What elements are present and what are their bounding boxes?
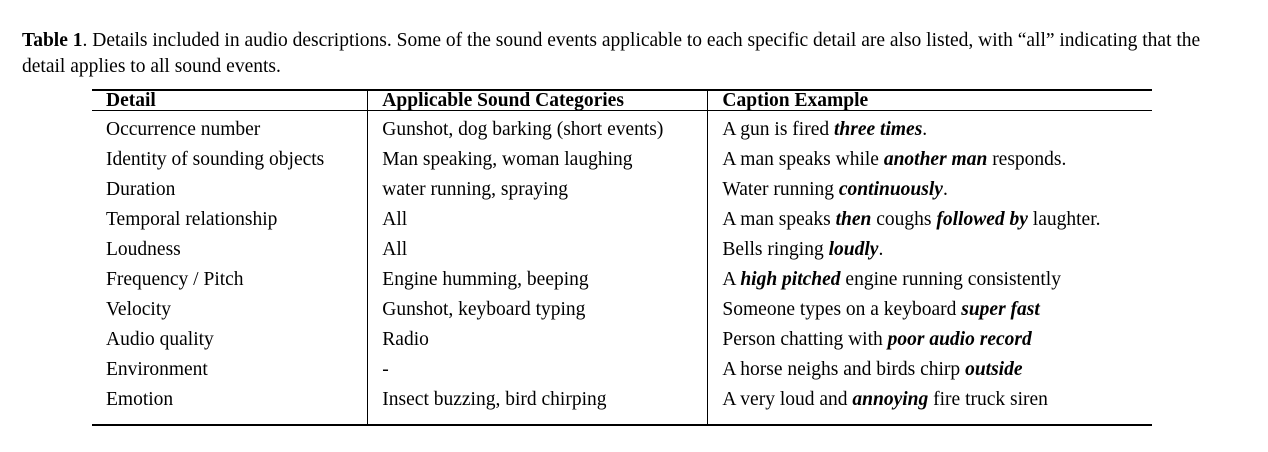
example-emphasis: super fast	[961, 299, 1040, 321]
example-text-pre: Someone types on a keyboard	[722, 299, 962, 321]
example-emphasis: high pitched	[740, 269, 841, 291]
table-bottom-rule	[92, 424, 1152, 425]
bottom-rule-cell-2	[368, 424, 708, 425]
cell-example	[708, 328, 1152, 358]
cell-example	[708, 178, 1152, 208]
example-emphasis: poor audio record	[887, 329, 1032, 351]
example-emphasis: outside	[965, 359, 1023, 381]
column-header-categories: Applicable Sound Categories	[368, 90, 708, 111]
cell-example	[708, 148, 1152, 178]
example-text-post: laughter.	[1027, 209, 1101, 231]
example-text-post: .	[942, 179, 948, 201]
example-text-pre: A man speaks while	[722, 149, 884, 171]
cell-categories: Gunshot, keyboard typing	[368, 298, 708, 328]
table-caption-text: . Details included in audio descriptions. Some of the sound events applicable to each specific detail are also listed, with “all” indicating that the detail applies to all sound events.	[22, 30, 1201, 77]
cell-categories: Man speaking, woman laughing	[368, 148, 708, 178]
cell-categories: -	[368, 358, 708, 388]
cell-example	[708, 238, 1152, 268]
cell-categories: Engine humming, beeping	[368, 268, 708, 298]
cell-categories: Radio	[368, 328, 708, 358]
example-emphasis-2: followed by	[936, 209, 1028, 231]
example-text-pre: Person chatting with	[722, 329, 888, 351]
example-text-post: .	[922, 119, 928, 141]
column-header-example: Caption Example	[708, 90, 1152, 111]
table-row	[92, 328, 1152, 358]
cell-detail: Velocity	[106, 299, 171, 321]
cell-detail: Audio quality	[106, 329, 214, 351]
cell-detail: Temporal relationship	[106, 209, 278, 231]
cell-example	[708, 298, 1152, 328]
bottom-rule-cell-1	[92, 424, 368, 425]
cell-example	[708, 358, 1152, 388]
example-text-post: engine running consistently	[840, 269, 1061, 291]
table-row	[92, 148, 1152, 178]
table-row	[92, 388, 1152, 424]
cell-categories: All	[368, 208, 708, 238]
example-text-post: fire truck siren	[928, 389, 1048, 411]
example-text-pre: A gun is fired	[722, 119, 834, 141]
example-emphasis: loudly	[828, 239, 879, 261]
example-emphasis: continuously	[838, 179, 943, 201]
table-row	[92, 298, 1152, 328]
column-header-detail: Detail	[106, 89, 156, 111]
cell-detail: Duration	[106, 179, 176, 201]
example-text-post: responds.	[987, 149, 1067, 171]
table-row	[92, 178, 1152, 208]
cell-example	[708, 268, 1152, 298]
table-body	[92, 111, 1152, 426]
cell-detail: Identity of sounding objects	[106, 149, 325, 171]
cell-categories: Insect buzzing, bird chirping	[368, 388, 708, 424]
table-row	[92, 268, 1152, 298]
example-emphasis: three times	[834, 119, 923, 141]
cell-example	[708, 111, 1152, 149]
cell-detail: Occurrence number	[106, 119, 261, 141]
cell-detail: Environment	[106, 359, 208, 381]
example-emphasis: annoying	[852, 389, 929, 411]
bottom-rule-cell-3	[708, 424, 1152, 425]
table-head	[92, 90, 1152, 111]
example-text-mid: coughs	[871, 209, 937, 231]
example-emphasis: another man	[883, 149, 988, 171]
table-row	[92, 111, 1152, 149]
example-text-pre: Water running	[722, 179, 839, 201]
cell-detail: Emotion	[106, 389, 174, 411]
example-text-pre: A very loud and	[722, 389, 853, 411]
details-table	[92, 89, 1152, 427]
table-header-row	[92, 90, 1152, 111]
table-row	[92, 238, 1152, 268]
cell-detail: Loudness	[106, 239, 181, 261]
cell-detail: Frequency / Pitch	[106, 269, 244, 291]
example-text-pre: A	[722, 269, 741, 291]
table-caption	[22, 28, 1238, 80]
cell-example	[708, 388, 1152, 424]
cell-example	[708, 208, 1152, 238]
example-text-pre: A man speaks	[722, 209, 836, 231]
table-caption-label: Table 1	[22, 30, 83, 51]
example-text-pre: Bells ringing	[722, 239, 829, 261]
table-row	[92, 208, 1152, 238]
example-text-post: .	[878, 239, 884, 261]
cell-categories: Gunshot, dog barking (short events)	[368, 111, 708, 149]
example-emphasis: then	[835, 209, 872, 231]
example-text-pre: A horse neighs and birds chirp	[722, 359, 966, 381]
cell-categories: All	[368, 238, 708, 268]
cell-categories: water running, spraying	[368, 178, 708, 208]
table-row	[92, 358, 1152, 388]
